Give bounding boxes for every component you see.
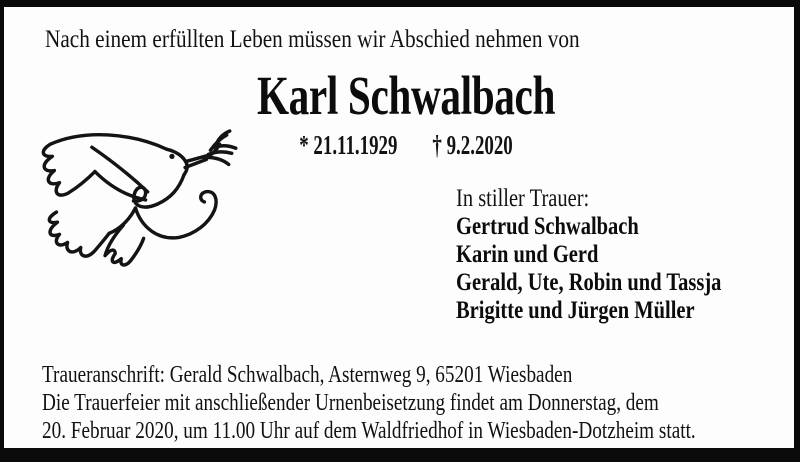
death-date: † 9.2.2020: [432, 130, 513, 160]
mourner-name: Gerald, Ute, Robin und Tassja: [456, 269, 722, 296]
dove-icon: [34, 129, 242, 281]
funeral-details-line: 20. Februar 2020, um 11.00 Uhr auf dem Waldfriedhof in Wiesbaden-Dotzheim statt.: [42, 417, 696, 444]
mourners-block: [456, 185, 721, 325]
deceased-name: Karl Schwalbach: [256, 65, 556, 126]
birth-date: * 21.11.1929: [299, 130, 398, 160]
mourner-name: Karin und Gerd: [456, 241, 599, 268]
intro-line: Nach einem erfüllten Leben müssen wir Abschied nehmen von: [45, 26, 580, 53]
funeral-details: [42, 390, 696, 445]
mourner-name: Brigitte und Jürgen Müller: [456, 297, 695, 324]
mourning-address-line: Traueranschrift: Gerald Schwalbach, Asternweg 9, 65201 Wiesbaden: [42, 362, 573, 388]
mourning-heading: In stiller Trauer:: [456, 185, 590, 212]
funeral-details-line: Die Trauerfeier mit anschließender Urnenbeisetzung findet am Donnerstag, dem: [42, 390, 659, 416]
mourner-name: Gertrud Schwalbach: [456, 213, 639, 240]
